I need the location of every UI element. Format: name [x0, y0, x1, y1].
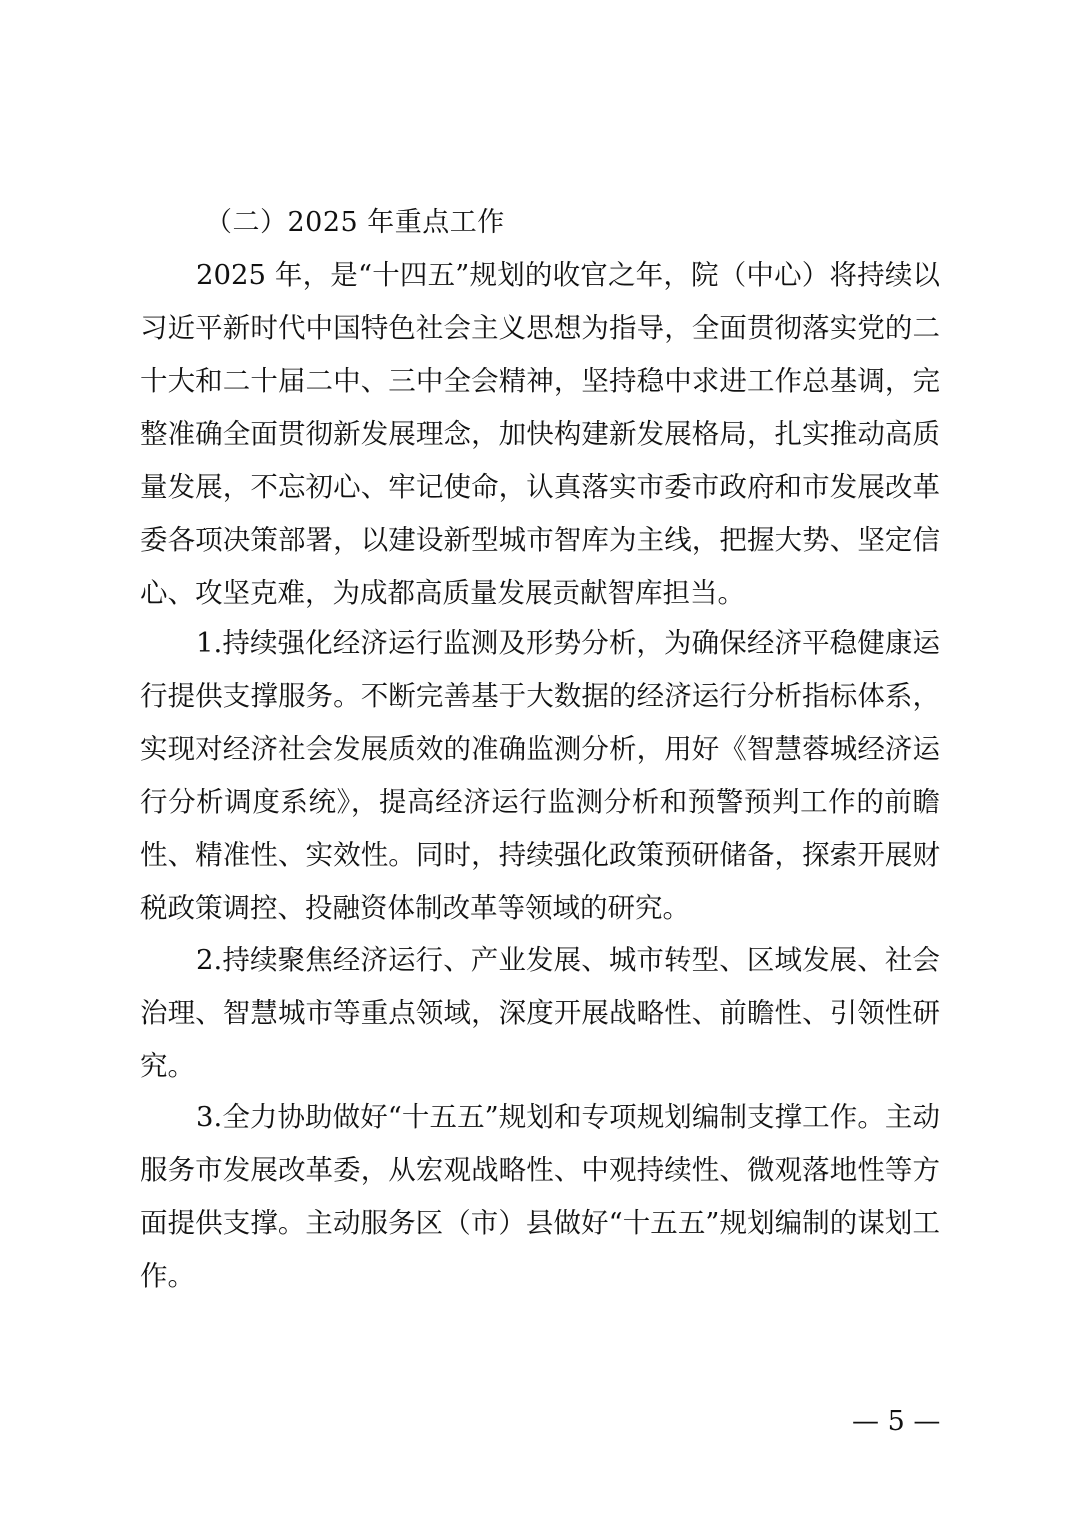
paragraph-item-2: 2.持续聚焦经济运行、产业发展、城市转型、区域发展、社会治理、智慧城市等重点领域，深度开展战略性、前瞻性、引领性研究。 [140, 944, 940, 1082]
paragraph-item-3: 3.全力协助做好“十五五”规划和专项规划编制支撑工作。主动服务市发展改革委，从宏观战略性、中观持续性、微观落地性等方面提供支撑。主动服务区（市）县做好“十五五”规划编制的谋划工作。 [140, 1101, 940, 1292]
section-heading: （二）2025 年重点工作 [205, 207, 505, 238]
page-number: — 5 — [852, 1406, 941, 1437]
paragraph-overview: 2025 年，是“十四五”规划的收官之年，院（中心）将持续以习近平新时代中国特色社会主义思想为指导，全面贯彻落实党的二十大和二十届二中、三中全会精神，坚持稳中求进工作总基调，完整准确全面贯彻新发展理念，加快构建新发展格局，扎实推动高质量发展，不忘初心、牢记使命，认真落实市委市政府和市发展改革委各项决策部署，以建设新型城市智库为主线，把握大势、坚定信心、攻坚克难，为成都高质量发展贡献智库担当。 [140, 259, 940, 609]
paragraph-item-1: 1.持续强化经济运行监测及形势分析，为确保经济平稳健康运行提供支撑服务。不断完善基于大数据的经济运行分析指标体系，实现对经济社会发展质效的准确监测分析，用好《智慧蓉城经济运行分析调度系统》，提高经济运行监测分析和预警预判工作的前瞻性、精准性、实效性。同时，持续强化政策预研储备，探索开展财税政策调控、投融资体制改革等领域的研究。 [140, 627, 940, 924]
